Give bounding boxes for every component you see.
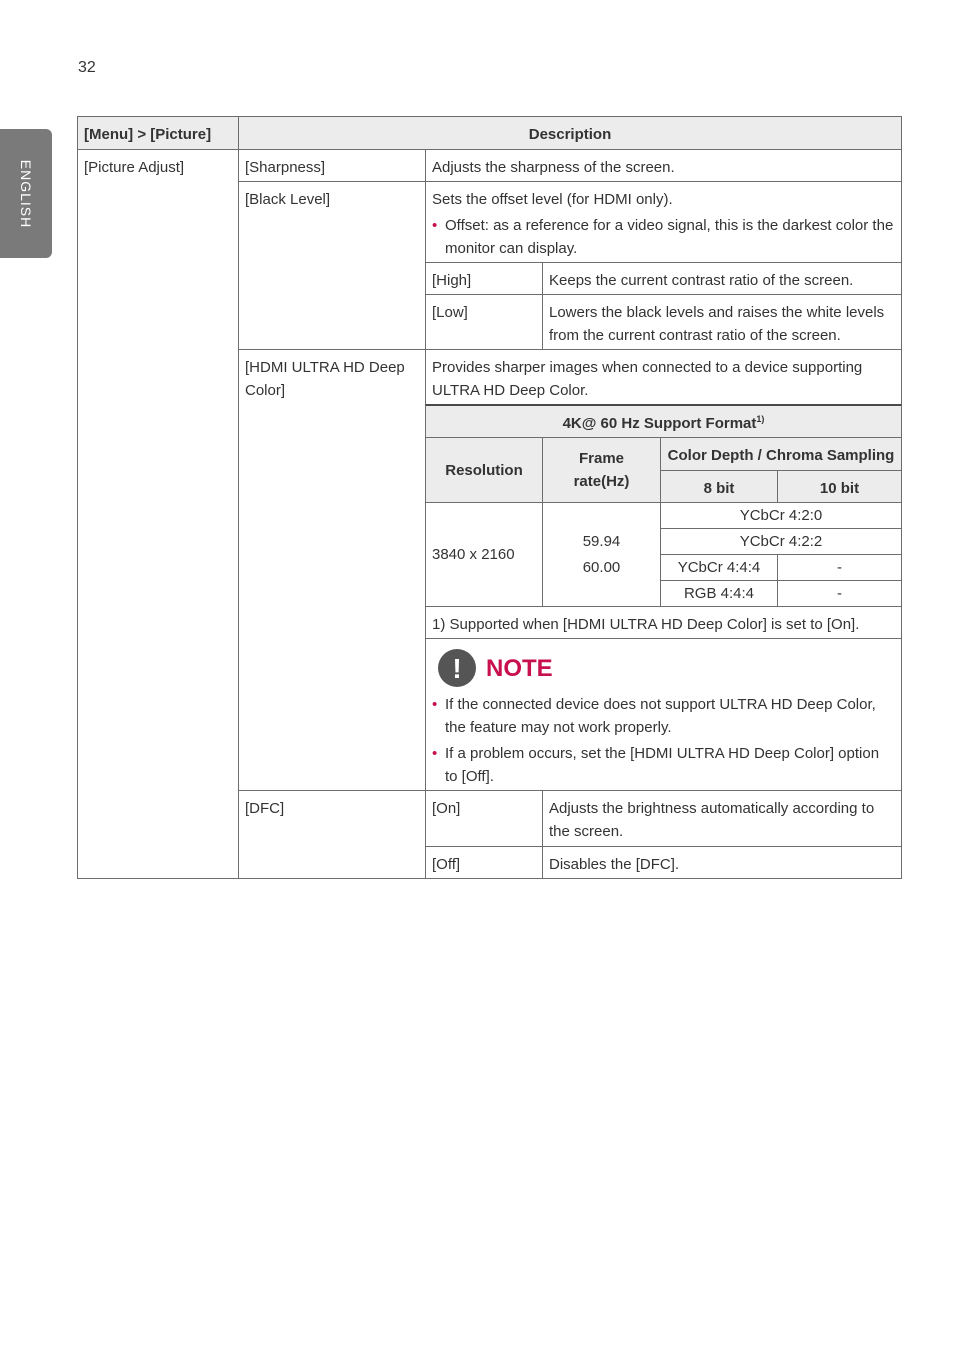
format-resolution-value: 3840 x 2160 — [425, 502, 543, 607]
sharpness-label: [Sharpness] — [238, 149, 426, 182]
format-col-8bit: 8 bit — [660, 470, 778, 503]
warning-icon: ! — [438, 649, 476, 687]
deep-color-label: [HDMI ULTRA HD Deep Color] — [238, 349, 426, 791]
format-footnote: 1) Supported when [HDMI ULTRA HD Deep Color] is set to [On]. — [425, 606, 902, 639]
format-row-rgb444-8bit: RGB 4:4:4 — [660, 580, 778, 607]
dfc-off-description: Disables the [DFC]. — [542, 846, 902, 879]
format-col-frame-rate: Frame rate(Hz) — [542, 437, 661, 503]
black-level-low-description: Lowers the black levels and raises the white levels from the current contrast ratio of the screen. — [542, 294, 902, 350]
format-row-ycbcr422: YCbCr 4:2:2 — [660, 528, 902, 555]
format-table-title-sup: 1) — [756, 414, 765, 424]
black-level-description — [425, 181, 902, 263]
page-number: 32 — [78, 59, 96, 76]
black-level-text: Sets the offset level (for HDMI only). — [432, 191, 673, 208]
format-row-ycbcr420: YCbCr 4:2:0 — [660, 502, 902, 529]
format-col-color-depth: Color Depth / Chroma Sampling — [660, 437, 902, 471]
dfc-on-label: [On] — [425, 790, 543, 847]
dfc-off-label: [Off] — [425, 846, 543, 879]
format-row-rgb444-10bit: - — [777, 580, 902, 607]
header-description: Description — [238, 116, 902, 150]
sharpness-description: Adjusts the sharpness of the screen. — [425, 149, 902, 182]
note-title: NOTE — [486, 654, 553, 682]
language-tab-label: ENGLISH — [18, 159, 34, 228]
format-table-title — [425, 404, 902, 438]
black-level-high-description: Keeps the current contrast ratio of the screen. — [542, 262, 902, 295]
black-level-bullet: • Offset: as a reference for a video signal, this is the darkest color the monitor can display. — [432, 214, 895, 260]
header-menu-path: [Menu] > [Picture] — [77, 116, 239, 150]
black-level-high-label: [High] — [425, 262, 543, 295]
picture-settings-table — [77, 116, 902, 879]
format-row-ycbcr444-10bit: - — [777, 554, 902, 581]
black-level-label: [Black Level] — [238, 181, 426, 350]
note-header — [438, 649, 895, 687]
format-col-10bit: 10 bit — [777, 470, 902, 503]
menu-item-picture-adjust: [Picture Adjust] — [77, 149, 239, 879]
note-item: • If a problem occurs, set the [HDMI ULTRA HD Deep Color] option to [Off]. — [432, 742, 895, 788]
format-frame-rate-1: 59.94 — [582, 532, 621, 550]
note-item: • If the connected device does not support ULTRA HD Deep Color, the feature may not work properly. — [432, 693, 895, 739]
language-tab — [0, 129, 52, 258]
format-frame-rate-2: 60.00 — [582, 558, 621, 576]
deep-color-description: Provides sharper images when connected to a device supporting ULTRA HD Deep Color. — [425, 349, 902, 406]
deep-color-note — [425, 638, 902, 791]
dfc-label: [DFC] — [238, 790, 426, 879]
format-col-resolution: Resolution — [425, 437, 543, 503]
format-table-title-text: 4K@ 60 Hz Support Format — [562, 415, 757, 432]
format-row-ycbcr444-8bit: YCbCr 4:4:4 — [660, 554, 778, 581]
dfc-on-description: Adjusts the brightness automatically according to the screen. — [542, 790, 902, 847]
format-frame-rate-values — [542, 502, 661, 607]
black-level-low-label: [Low] — [425, 294, 543, 350]
